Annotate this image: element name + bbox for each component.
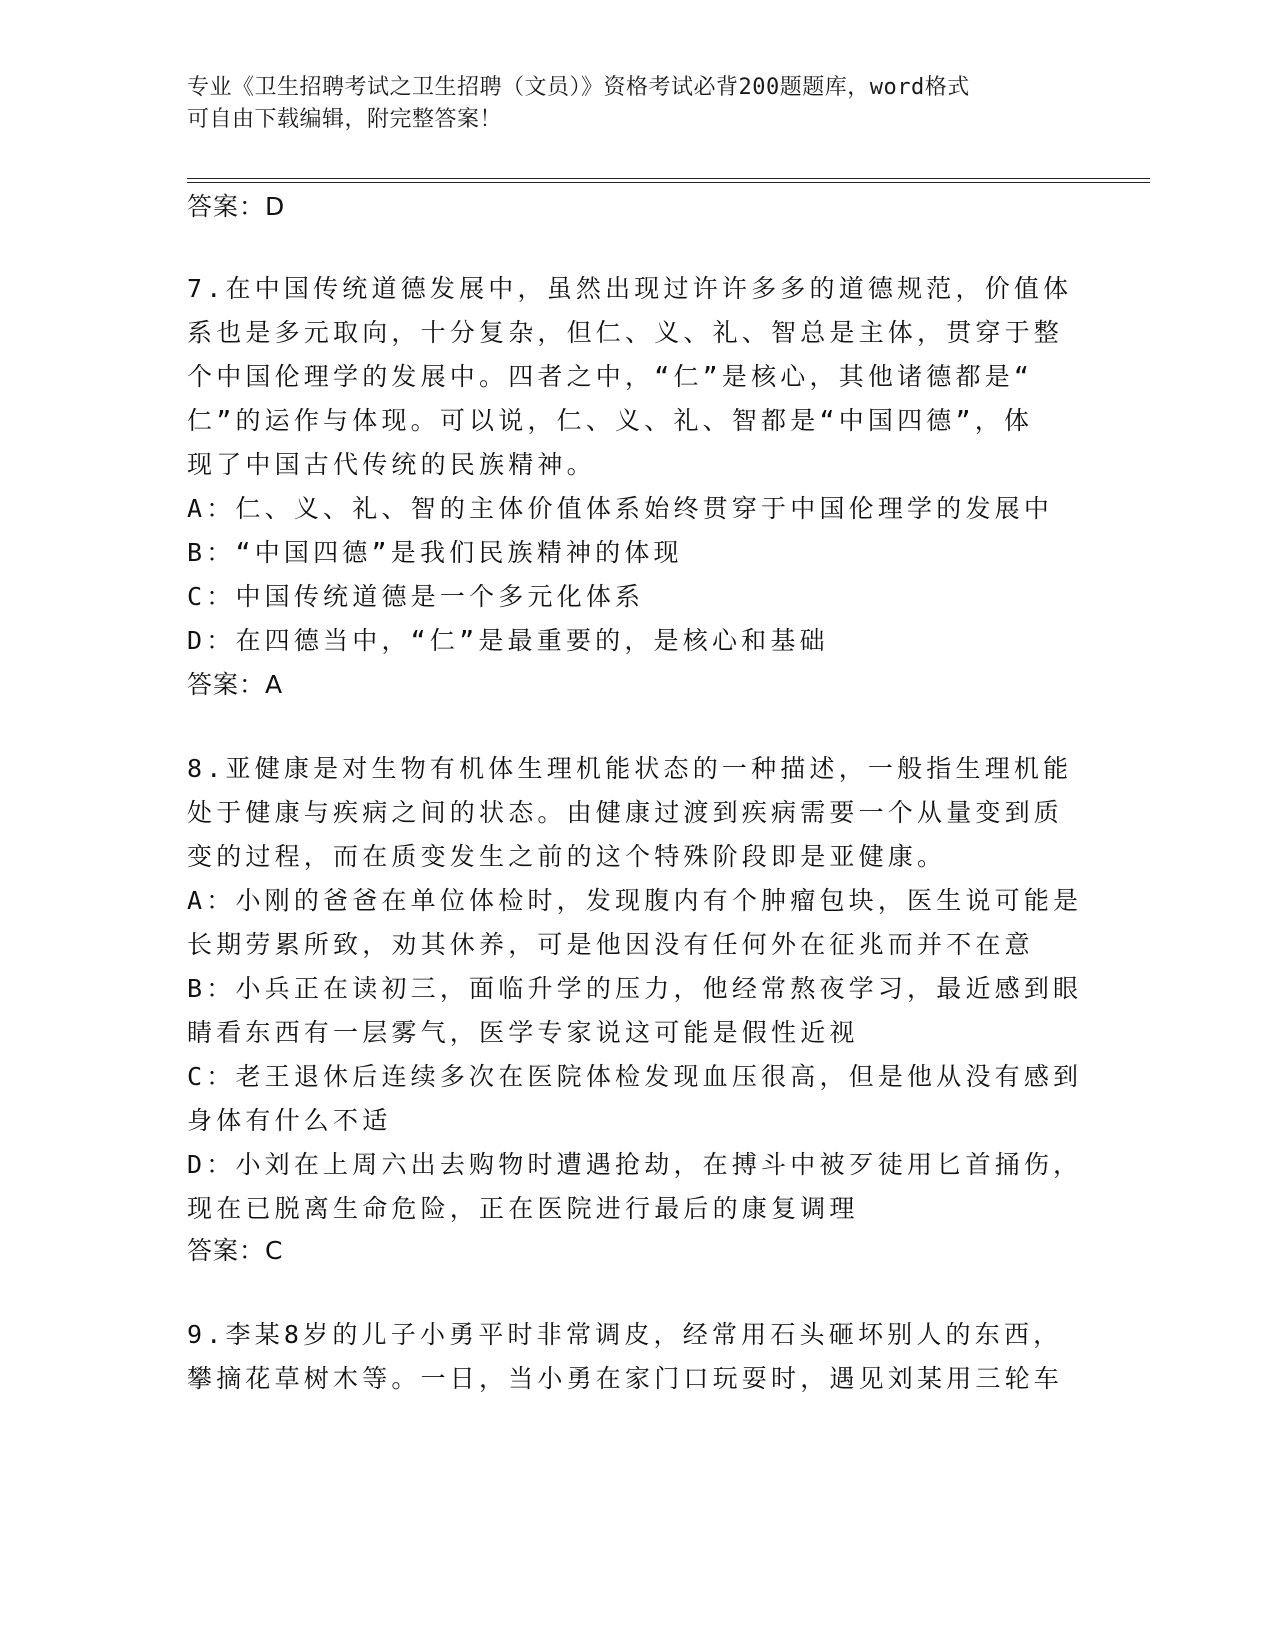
q7-option-a: A：仁、义、礼、智的主体价值体系始终贯穿于中国伦理学的发展中 xyxy=(187,494,1054,523)
q7-stem-line: 7.在中国传统道德发展中，虽然出现过许许多多的道德规范，价值体 xyxy=(187,274,1073,303)
header-divider-bottom xyxy=(187,182,1150,183)
q7-stem-line: 个中国伦理学的发展中。四者之中，“仁”是核心，其他诸德都是“ xyxy=(187,362,1034,391)
q8-option-c: C：老王退休后连续多次在医院体检发现血压很高，但是他从没有感到 xyxy=(187,1062,1083,1091)
q7-stem-line: 系也是多元取向，十分复杂，但仁、义、礼、智总是主体，贯穿于整 xyxy=(187,318,1064,347)
q8-option-b-cont: 睛看东西有一层雾气，医学专家说这可能是假性近视 xyxy=(187,1018,859,1047)
q8-stem-line: 8.亚健康是对生物有机体生理机能状态的一种描述，一般指生理机能 xyxy=(187,754,1073,783)
q8-option-b: B：小兵正在读初三，面临升学的压力，他经常熬夜学习，最近感到眼 xyxy=(187,974,1083,1003)
q7-option-c: C：中国传统道德是一个多元化体系 xyxy=(187,582,645,611)
header-line-1: 专业《卫生招聘考试之卫生招聘（文员）》资格考试必背200题题库，word格式 xyxy=(187,75,970,100)
q7-option-d: D：在四德当中，“仁”是最重要的，是核心和基础 xyxy=(187,626,829,655)
q8-option-d-cont: 现在已脱离生命危险，正在医院进行最后的康复调理 xyxy=(187,1194,859,1223)
q9-stem-line: 攀摘花草树木等。一日，当小勇在家门口玩耍时，遇见刘某用三轮车 xyxy=(187,1364,1064,1393)
q8-option-a: A：小刚的爸爸在单位体检时，发现腹内有个肿瘤包块，医生说可能是 xyxy=(187,886,1083,915)
q8-stem-line: 变的过程，而在质变发生之前的这个特殊阶段即是亚健康。 xyxy=(187,842,947,871)
q8-stem-line: 处于健康与疾病之间的状态。由健康过渡到疾病需要一个从量变到质 xyxy=(187,798,1064,827)
q8-answer: 答案：C xyxy=(187,1236,284,1265)
q7-stem-line: 现了中国古代传统的民族精神。 xyxy=(187,450,596,479)
previous-answer: 答案：D xyxy=(187,192,286,221)
q7-stem-line: 仁”的运作与体现。可以说，仁、义、礼、智都是“中国四德”，体 xyxy=(187,406,1034,435)
q8-option-a-cont: 长期劳累所致，劝其休养，可是他因没有任何外在征兆而并不在意 xyxy=(187,930,1034,959)
q8-option-d: D：小刘在上周六出去购物时遭遇抢劫，在搏斗中被歹徒用匕首捅伤， xyxy=(187,1150,1083,1179)
q7-option-b: B：“中国四德”是我们民族精神的体现 xyxy=(187,538,683,567)
q9-stem-line: 9.李某8岁的儿子小勇平时非常调皮，经常用石头砸坏别人的东西， xyxy=(187,1320,1063,1349)
header-line-2: 可自由下载编辑，附完整答案！ xyxy=(187,107,503,132)
q7-answer: 答案：A xyxy=(187,670,284,699)
q8-option-c-cont: 身体有什么不适 xyxy=(187,1106,392,1135)
document-header xyxy=(187,72,1067,136)
header-divider-top xyxy=(187,178,1150,179)
